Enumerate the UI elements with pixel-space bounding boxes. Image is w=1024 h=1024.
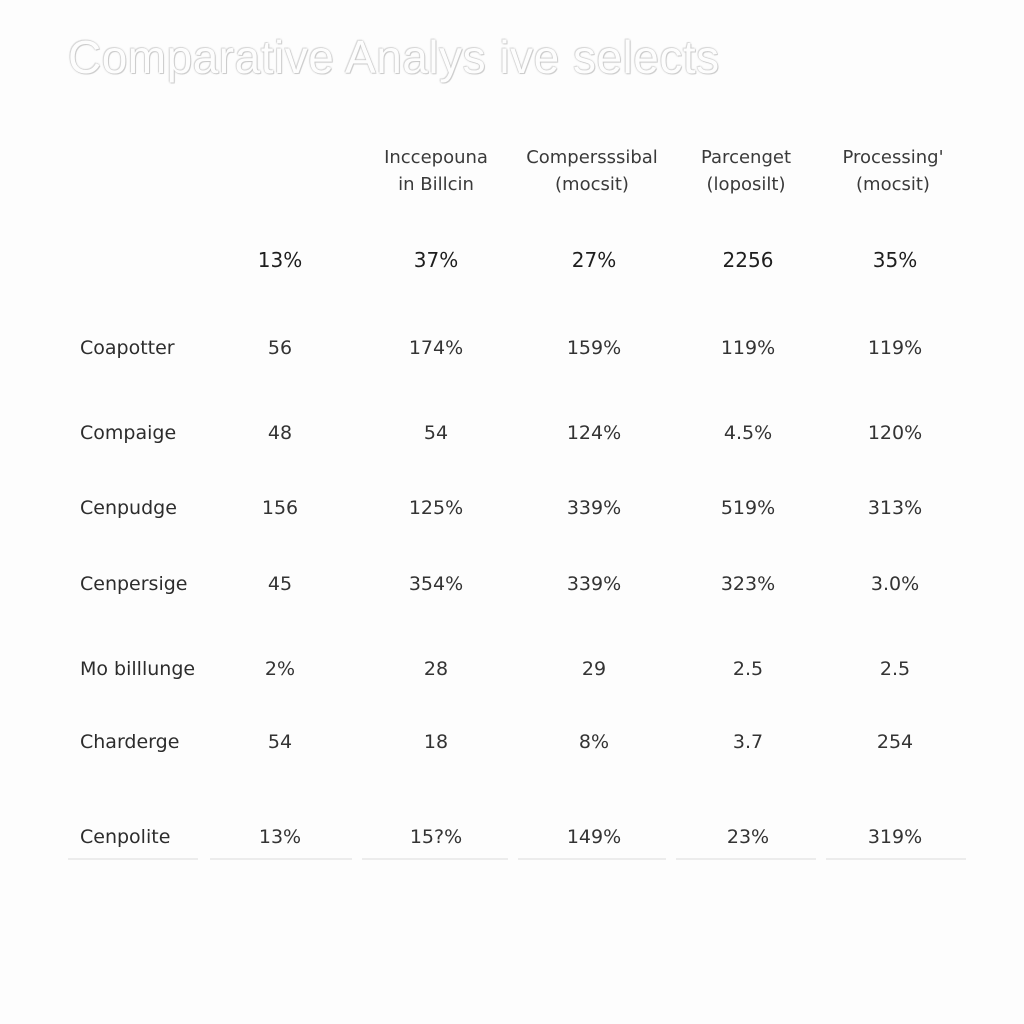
column-header-line1: Compersssibal	[526, 147, 658, 168]
table-cell: 8%	[578, 731, 610, 753]
table-cell: 156	[261, 497, 299, 519]
column-header-line2: (mocsit)	[555, 174, 629, 195]
table-cell: 54	[423, 422, 449, 444]
table-cell: 23%	[726, 826, 770, 848]
row-label: Cenpersige	[80, 573, 188, 595]
table-cell: 354%	[408, 573, 464, 595]
column-header	[384, 144, 488, 198]
table-cell: 28	[423, 658, 449, 680]
table-cell: 119%	[867, 337, 923, 359]
table-cell: 174%	[408, 337, 464, 359]
table-cell: 56	[267, 337, 293, 359]
table-cell: 124%	[566, 422, 622, 444]
table-cell: 120%	[867, 422, 923, 444]
column-header-line1: Inccepouna	[384, 147, 488, 168]
table-cell: 45	[267, 573, 293, 595]
column-header-line1: Parcenget	[700, 147, 792, 168]
column-header	[842, 144, 943, 198]
table-cell: 13%	[258, 826, 302, 848]
table-cell: 4.5%	[723, 422, 773, 444]
column-header-line1: Processing'	[842, 147, 944, 168]
row-label: Mo billlunge	[80, 658, 196, 680]
summary-cell: 35%	[872, 248, 918, 272]
row-label: Charderge	[80, 731, 180, 753]
column-header-line2: (loposilt)	[706, 174, 786, 195]
table-divider	[362, 858, 508, 860]
table-divider	[68, 858, 198, 860]
column-header-line2: (mocsit)	[856, 174, 930, 195]
summary-cell: 13%	[257, 248, 303, 272]
row-label: Compaige	[80, 422, 177, 444]
table-cell: 254	[876, 731, 914, 753]
table-divider	[518, 858, 666, 860]
table-cell: 48	[267, 422, 293, 444]
table-cell: 339%	[566, 573, 622, 595]
table-cell: 159%	[566, 337, 622, 359]
summary-cell: 2256	[722, 248, 774, 272]
table-cell: 3.0%	[870, 573, 920, 595]
table-divider	[676, 858, 816, 860]
table-cell: 2.5	[879, 658, 911, 680]
table-cell: 149%	[566, 826, 622, 848]
table-cell: 319%	[867, 826, 923, 848]
summary-cell: 27%	[571, 248, 617, 272]
table-cell: 119%	[720, 337, 776, 359]
table-cell: 519%	[720, 497, 776, 519]
table-cell: 18	[423, 731, 449, 753]
table-cell: 2.5	[732, 658, 764, 680]
row-label: Cenpolite	[80, 826, 171, 848]
table-cell: 313%	[867, 497, 923, 519]
table-cell: 29	[581, 658, 607, 680]
table-divider	[210, 858, 352, 860]
summary-cell: 37%	[413, 248, 459, 272]
chart-title: Comparative Analys ive selects	[68, 31, 720, 83]
table-cell: 2%	[264, 658, 296, 680]
column-header-line2: in Billcin	[398, 174, 474, 195]
table-cell: 15?%	[409, 826, 463, 848]
column-header	[701, 144, 791, 198]
row-label: Cenpudge	[80, 497, 177, 519]
table-cell: 54	[267, 731, 293, 753]
table-cell: 339%	[566, 497, 622, 519]
table-cell: 125%	[408, 497, 464, 519]
row-label: Coapotter	[80, 337, 175, 359]
column-header	[526, 144, 658, 198]
table-divider	[826, 858, 966, 860]
table-cell: 323%	[720, 573, 776, 595]
table-cell: 3.7	[732, 731, 764, 753]
